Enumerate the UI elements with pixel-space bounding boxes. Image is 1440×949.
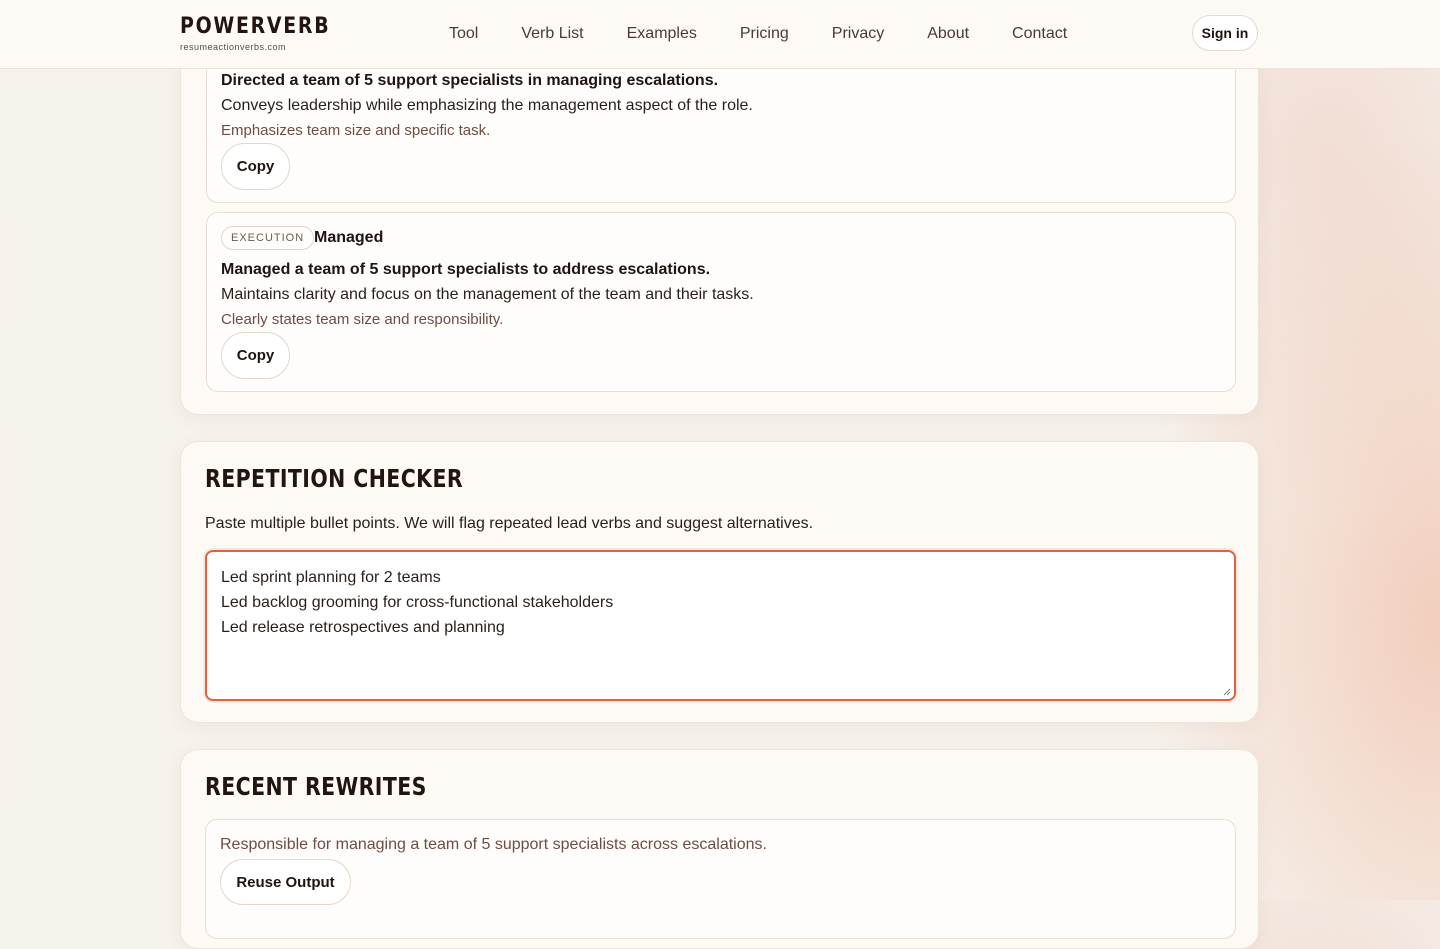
textarea-line: Led sprint planning for 2 teams <box>221 569 441 586</box>
brand-domain: resumeactionverbs.com <box>180 42 287 52</box>
repetition-checker-panel <box>180 441 1259 723</box>
textarea-line: Led backlog grooming for cross-functional stakeholders <box>221 594 614 611</box>
suggestion-note: Emphasizes team size and specific task. <box>221 122 491 139</box>
main-nav <box>449 22 1110 46</box>
nav-link-verb-list[interactable]: Verb List <box>521 25 584 42</box>
brand-name: POWERVERB <box>180 14 331 39</box>
recent-rewrites-panel <box>180 749 1259 949</box>
nav-link-pricing[interactable]: Pricing <box>739 25 789 42</box>
suggestion-rationale: Conveys leadership while emphasizing the management aspect of the role. <box>221 97 753 114</box>
section-title: REPETITION CHECKER <box>205 464 464 493</box>
suggested-verb: Managed <box>314 229 384 246</box>
resize-grip-icon[interactable] <box>1223 688 1231 696</box>
sign-in-button[interactable]: Sign in <box>1192 15 1258 51</box>
copy-button[interactable]: Copy <box>221 332 290 379</box>
brand-logo[interactable] <box>180 13 355 53</box>
nav-link-contact[interactable]: Contact <box>1012 25 1068 42</box>
suggestion-card <box>206 212 1236 392</box>
category-tag: EXECUTION <box>221 226 314 250</box>
history-item <box>205 819 1236 939</box>
suggestion-rationale: Maintains clarity and focus on the management of the team and their tasks. <box>221 286 754 303</box>
reuse-output-button[interactable]: Reuse Output <box>220 859 351 905</box>
bullets-textarea[interactable] <box>205 550 1236 701</box>
nav-link-privacy[interactable]: Privacy <box>831 25 885 42</box>
nav-link-about[interactable]: About <box>927 25 970 42</box>
nav-link-examples[interactable]: Examples <box>626 25 697 42</box>
top-navigation-bar <box>0 0 1440 69</box>
suggestion-bullet: Managed a team of 5 support specialists to address escalations. <box>221 261 711 278</box>
section-description: Paste multiple bullet points. We will flag repeated lead verbs and suggest alternatives. <box>205 515 814 532</box>
suggestion-note: Clearly states team size and responsibility. <box>221 311 504 328</box>
nav-link-tool[interactable]: Tool <box>449 25 479 42</box>
suggestion-bullet: Directed a team of 5 support specialists in managing escalations. <box>221 72 719 89</box>
textarea-line: Led release retrospectives and planning <box>221 619 505 636</box>
section-title: RECENT REWRITES <box>205 772 427 801</box>
history-original-text: Responsible for managing a team of 5 support specialists across escalations. <box>220 836 767 853</box>
copy-button[interactable]: Copy <box>221 143 290 190</box>
